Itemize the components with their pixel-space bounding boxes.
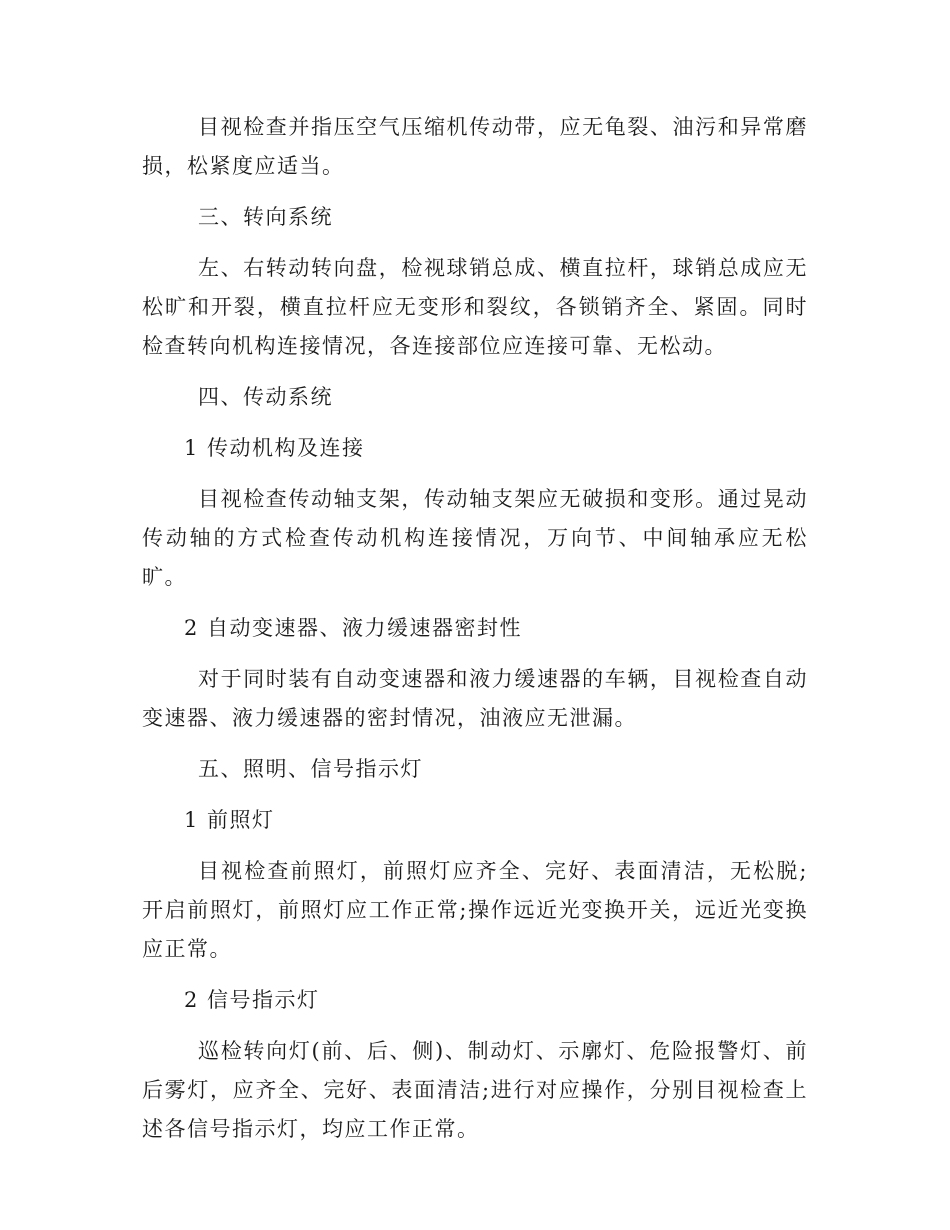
paragraph-headlight-check: 目视检查前照灯，前照灯应齐全、完好、表面清洁，无松脱;开启前照灯，前照灯应工作正常;操作远近光变换开关，远近光变换应正常。 <box>142 859 808 961</box>
subheading-signal-lights: 2 信号指示灯 <box>184 988 320 1012</box>
paragraph-drive-shaft-check: 目视检查传动轴支架，传动轴支架应无破损和变形。通过晃动传动轴的方式检查传动机构连接情况，万向节、中间轴承应无松旷。 <box>142 487 808 589</box>
subheading-headlights: 1 前照灯 <box>184 808 275 832</box>
paragraph-signal-light-check: 巡检转向灯(前、后、侧)、制动灯、示廓灯、危险报警灯、前后雾灯，应齐全、完好、表面清洁;进行对应操作，分别目视检查上述各信号指示灯，均应工作正常。 <box>142 1039 808 1141</box>
subheading-drive-mechanism: 1 传动机构及连接 <box>184 436 365 460</box>
paragraph-steering-check: 左、右转动转向盘，检视球销总成、横直拉杆，球销总成应无松旷和开裂，横直拉杆应无变形和裂纹，各锁销齐全、紧固。同时检查转向机构连接情况，各连接部位应连接可靠、无松动。 <box>142 256 808 358</box>
document-body <box>142 108 808 1161</box>
paragraph-seal-check: 对于同时装有自动变速器和液力缓速器的车辆，目视检查自动变速器、液力缓速器的密封情况，油液应无泄漏。 <box>142 667 808 730</box>
section-heading-transmission: 四、传动系统 <box>198 385 333 409</box>
section-heading-lighting: 五、照明、信号指示灯 <box>198 757 423 781</box>
paragraph-air-compressor-belt: 目视检查并指压空气压缩机传动带，应无龟裂、油污和异常磨损，松紧度应适当。 <box>142 115 808 178</box>
subheading-auto-transmission-seal: 2 自动变速器、液力缓速器密封性 <box>184 616 523 640</box>
section-heading-steering: 三、转向系统 <box>198 205 333 229</box>
